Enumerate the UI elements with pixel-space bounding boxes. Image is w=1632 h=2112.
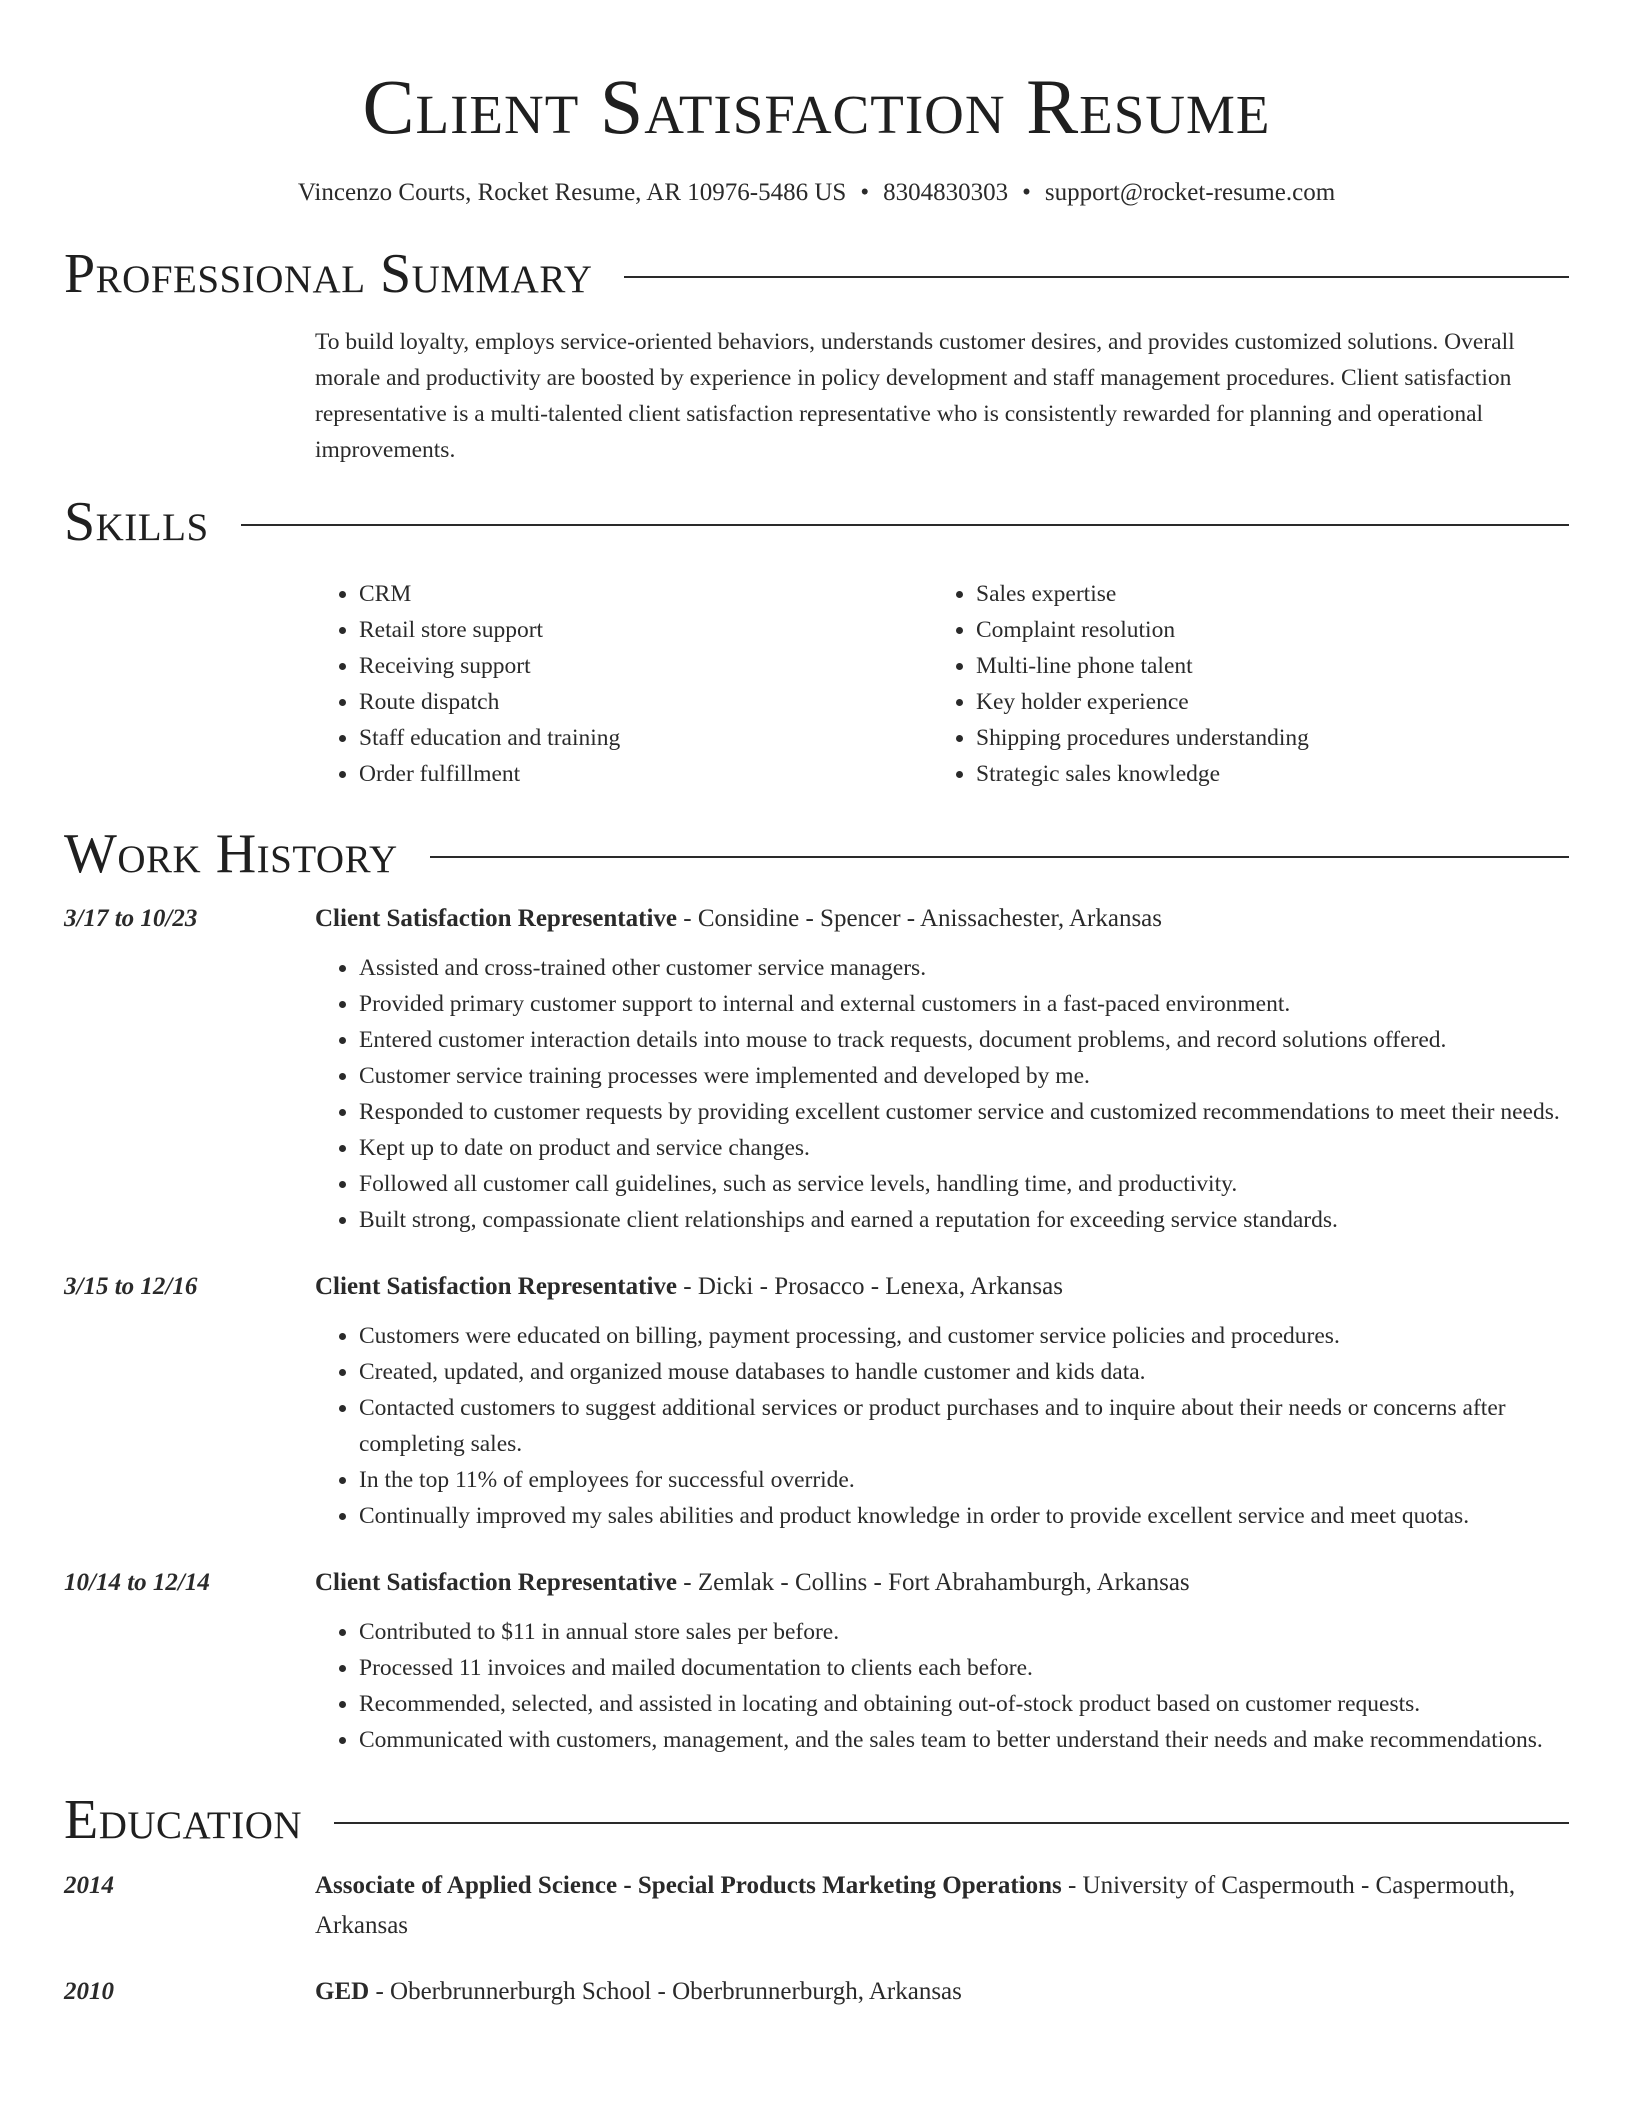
skill-item: • Retail store support — [359, 612, 932, 648]
work-heading: Work History — [64, 823, 398, 885]
contact-separator: • — [860, 179, 870, 206]
resume-page — [64, 0, 1569, 2012]
education-body — [315, 1866, 1569, 1946]
job-bullets — [315, 950, 1569, 1238]
skill-item: • Multi-line phone talent — [976, 648, 1549, 684]
skill-item: • Receiving support — [359, 648, 932, 684]
job-employer: - Dicki - Prosacco - Lenexa, Arkansas — [677, 1273, 1063, 1300]
job-employer: - Considine - Spencer - Anissachester, Arkansas — [677, 905, 1162, 932]
job-title: Client Satisfaction Representative — [315, 1569, 677, 1596]
education-year: 2014 — [64, 1872, 114, 1899]
job-title-line — [315, 900, 1569, 938]
skill-item: • Complaint resolution — [976, 612, 1549, 648]
job-body — [315, 1564, 1569, 1758]
education-body — [315, 1972, 1569, 2012]
job-bullet: • Followed all customer call guidelines, such as service levels, handling time, and productivity. — [359, 1166, 1569, 1202]
job-bullet: • Contributed to $11 in annual store sales per before. — [359, 1614, 1569, 1650]
job-bullets — [315, 1318, 1569, 1534]
skills-column-left — [315, 576, 932, 792]
job-bullet: • Recommended, selected, and assisted in locating and obtaining out-of-stock product based on customer requests. — [359, 1686, 1569, 1722]
resume-title: Client Satisfaction Resume — [362, 63, 1271, 150]
education-school: - Oberbrunnerburgh School - Oberbrunnerburgh, Arkansas — [369, 1978, 962, 2005]
contact-email: support@rocket-resume.com — [1044, 179, 1336, 206]
job-bullet: • Responded to customer requests by providing excellent customer service and customized recommendations to meet their needs. — [359, 1094, 1569, 1130]
section-divider — [241, 524, 1569, 526]
skill-item: • Sales expertise — [976, 576, 1549, 612]
contact-line — [64, 176, 1569, 210]
education-degree: Associate of Applied Science - Special Products Marketing Operations — [315, 1872, 1062, 1899]
job-bullet: • In the top 11% of employees for successful override. — [359, 1462, 1569, 1498]
job-entry — [64, 900, 1569, 1238]
work-section-header — [64, 822, 1569, 886]
summary-heading: Professional Summary — [64, 243, 593, 305]
skill-item: • Route dispatch — [359, 684, 932, 720]
skills-column-right — [932, 576, 1549, 792]
job-bullet: • Customers were educated on billing, payment processing, and customer service policies and procedures. — [359, 1318, 1569, 1354]
job-bullet: • Communicated with customers, management, and the sales team to better understand their needs and make recommendations. — [359, 1722, 1569, 1758]
job-bullet: • Processed 11 invoices and mailed documentation to clients each before. — [359, 1650, 1569, 1686]
job-bullet: • Assisted and cross-trained other customer service managers. — [359, 950, 1569, 986]
skill-item: • Shipping procedures understanding — [976, 720, 1549, 756]
job-entry — [64, 1564, 1569, 1758]
section-divider — [334, 1822, 1569, 1824]
skill-item: • Order fulfillment — [359, 756, 932, 792]
job-title: Client Satisfaction Representative — [315, 1273, 677, 1300]
job-entry — [64, 1268, 1569, 1534]
job-bullet: • Provided primary customer support to internal and external customers in a fast-paced environment. — [359, 986, 1569, 1022]
skills-list — [315, 576, 1569, 792]
education-degree: GED — [315, 1978, 370, 2005]
job-title: Client Satisfaction Representative — [315, 905, 677, 932]
job-dates: 3/15 to 12/16 — [64, 1273, 198, 1300]
job-bullets — [315, 1614, 1569, 1758]
job-bullet: • Contacted customers to suggest additional services or product purchases and to inquire about their needs or concerns after completing sales. — [359, 1390, 1569, 1462]
contact-address: Vincenzo Courts, Rocket Resume, AR 10976-5486 US — [297, 179, 847, 206]
skill-item: • Staff education and training — [359, 720, 932, 756]
job-bullet: • Created, updated, and organized mouse databases to handle customer and kids data. — [359, 1354, 1569, 1390]
section-divider — [430, 856, 1569, 858]
skill-item: • Key holder experience — [976, 684, 1549, 720]
skills-heading: Skills — [64, 491, 209, 553]
skill-item: • CRM — [359, 576, 932, 612]
skill-item: • Strategic sales knowledge — [976, 756, 1549, 792]
job-title-line — [315, 1268, 1569, 1306]
section-divider — [624, 276, 1569, 278]
job-body — [315, 1268, 1569, 1534]
job-dates: 3/17 to 10/23 — [64, 905, 198, 932]
job-bullet: • Continually improved my sales abilities and product knowledge in order to provide excellent service and meet quotas. — [359, 1498, 1569, 1534]
job-bullet: • Customer service training processes were implemented and developed by me. — [359, 1058, 1569, 1094]
education-heading: Education — [64, 1789, 303, 1851]
job-employer: - Zemlak - Collins - Fort Abrahamburgh, Arkansas — [677, 1569, 1190, 1596]
summary-text: To build loyalty, employs service-oriented behaviors, understands customer desires, and provides customized solutions. Overall morale and productivity are boosted by experience in policy development and staff management procedures. Client satisfaction representative is a multi-talented client satisfaction representative who is consistently rewarded for planning and operational improvements. — [315, 329, 1515, 463]
education-year: 2010 — [64, 1978, 114, 2005]
job-bullet: • Built strong, compassionate client relationships and earned a reputation for exceeding service standards. — [359, 1202, 1569, 1238]
job-bullet: • Kept up to date on product and service changes. — [359, 1130, 1569, 1166]
education-entry — [64, 1972, 1569, 2012]
contact-phone: 8304830303 — [883, 179, 1009, 206]
skills-section-header — [64, 490, 1569, 554]
job-title-line — [315, 1564, 1569, 1602]
job-dates: 10/14 to 12/14 — [64, 1569, 210, 1596]
education-entry — [64, 1866, 1569, 1946]
education-section-header — [64, 1788, 1569, 1852]
contact-separator: • — [1022, 179, 1031, 206]
education-school: - University of Caspermouth - Caspermouth, Arkansas — [315, 1872, 1516, 1939]
job-bullet: • Entered customer interaction details into mouse to track requests, document problems, and record solutions offered. — [359, 1022, 1569, 1058]
summary-section-header — [64, 242, 1569, 306]
job-body — [315, 900, 1569, 1238]
